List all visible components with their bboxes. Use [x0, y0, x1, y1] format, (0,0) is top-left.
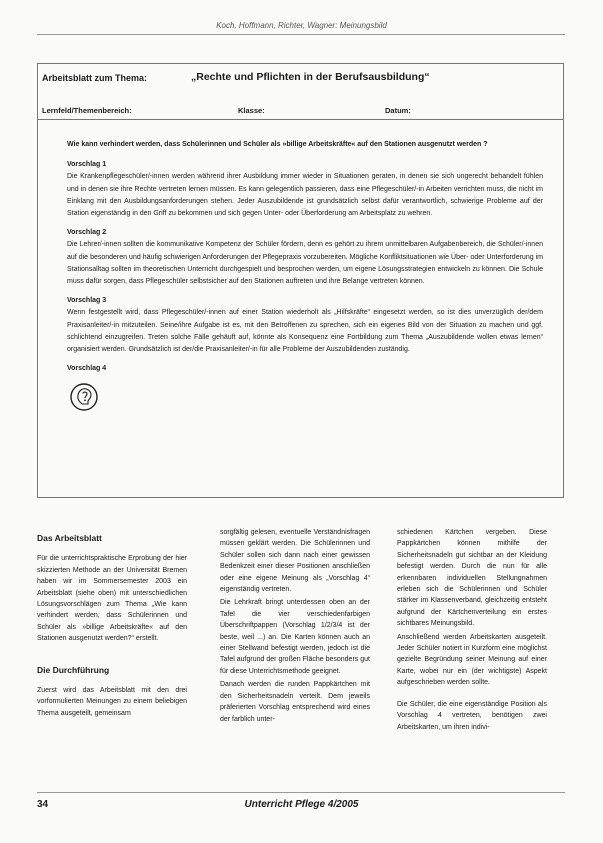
worksheet-title: „Rechte und Pflichten in der Berufsausbildung“	[191, 71, 430, 83]
article-paragraph: schiedenen Kärtchen vergeben. Diese Pappkärtchen können mithilfe der Sicherheitsnadeln gut sichtbar an der Kleidung befestigt werden. Durch die nun für alle erkennbaren individuellen Stellungnahmen erleben sich die Schülerinnen und Schüler stärker im Klassenverband, gleichzeitig entsteht aufgrund der Kärtchenverteilung ein erstes sichtbares Meinungsbild.	[397, 529, 547, 628]
field-klasse: Klasse:	[238, 106, 265, 115]
article-column-1	[37, 533, 187, 721]
proposal-2-text: Die Lehrer/-innen sollten die kommunikative Kompetenz der Schüler fördern, denn es gehört zu ihrem unmittelbaren Aufgabenbereich, die Schüler/-innen auf die besonderen und häufig schwierigen Anforderungen der Pflegepraxis vorzubereiten. Mögliche Konfliktsituationen wie Über- oder Unterforderung im Stationsalltag sollten im theoretischen Unterricht durchgespielt und besprochen werden, um eigene Lösungsstrategien entwickeln zu können. Die Schule muss dafür sorgen, dass Pflegeschüler selbstsicher auf den Stationen auftreten und ihre Belange vertreten können.	[67, 241, 543, 286]
journal-title: Unterricht Pflege 4/2005	[244, 799, 359, 810]
article-paragraph: Für die unterrichtspraktische Erprobung der hier skizzierten Methode an der Universität Bremen haben wir im Sommersemester 2003 ein Arbeitsblatt (siehe oben) mit unterschiedlichen Lösungsvorschlägen zum Thema „Wie kann verhindert werden, dass Schülerinnen und Schüler als »billige Arbeitskräfte« auf den Stationen ausgenutzt werden?“ erstellt.	[37, 555, 187, 643]
article-column-3	[397, 527, 547, 735]
section-heading-arbeitsblatt: Das Arbeitsblatt	[37, 533, 102, 543]
article-paragraph: Die Schüler, die eine eigenständige Position als Vorschlag 4 vertreten, benötigen zwei Arbeitskarten, um ihren indivi-	[397, 700, 547, 731]
worksheet-title-label: Arbeitsblatt zum Thema:	[42, 73, 148, 83]
article-paragraph: Zuerst wird das Arbeitsblatt mit den drei vorformulierten Meinungen zu einem beliebigen Thema ausgeteilt, gemeinsam	[37, 687, 187, 717]
footer-rule	[37, 792, 565, 793]
proposal-4-title: Vorschlag 4	[67, 365, 107, 373]
proposal-3-title: Vorschlag 3	[67, 297, 107, 305]
header-rule	[37, 34, 565, 35]
worksheet-rule	[38, 119, 563, 120]
article-paragraph: Danach werden die runden Pappkärtchen mit den Sicherheitsnadeln verteilt. Dem jeweils präferierten Vorschlag entsprechend wird eines der farblich unter-	[220, 681, 370, 723]
field-datum: Datum:	[385, 106, 411, 115]
page-number: 34	[37, 799, 49, 810]
worksheet-question: Wie kann verhindert werden, dass Schülerinnen und Schüler als »billige Arbeitskräfte« auf den Stationen ausgenutzt werden ?	[67, 141, 488, 148]
article-paragraph: sorgfältig gelesen, eventuelle Verständnisfragen müssen geklärt werden. Die Schülerinnen und Schüler sollen sich dann nach einer gewissen Bedenkzeit einer dieser Positionen anschließen oder eine eigene Meinung als „Vorschlag 4“ eigenständig vertreten.	[220, 529, 370, 594]
section-heading-durchfuehrung: Die Durchführung	[37, 664, 110, 675]
proposal-3-text: Wenn festgestellt wird, dass Pflegeschüler/-innen auf einer Station wiederholt als „Hilfskräfte“ eingesetzt werden, so ist dies unverzüglich der/dem Praxisanleiter/-in mitzuteilen. Seine/ihre Aufgabe ist es, mit den Betroffenen zu sprechen, sich ein eigenes Bild von der Situation zu machen und ggf. schlichtend einzugreifen. Treten solche Fälle gehäuft auf, könnte als Konsequenz eine Fortbildung zum Thema „Auszubildende wollen etwas lernen“ organisiert werden. Grundsätzlich ist der/die Praxisanleiter/-in für alle Probleme der Auszubildenden zuständig.	[67, 309, 543, 354]
article-paragraph: Die Lehrkraft bringt unterdessen oben an der Tafel die vier verschiedenfarbigen Überschriftpappen (Vorschlag 1/2/3/4 ist der beste, weil ...) an. Die Karten können auch an einer Stellwand befestigt werden, jedoch ist die Tafel aufgrund der großen Fläche besonders gut für diese Unterrichtsmethode geeignet.	[220, 599, 370, 675]
article-column-2	[220, 527, 370, 727]
article-paragraph: Anschließend werden Arbeitskarten ausgeteilt. Jeder Schüler notiert in Kurzform eine möglichst gezielte Begründung seiner Meinung auf einer Karte, wobei nur ein (der wichtigste) Aspekt aufgeschrieben werden sollte.	[397, 633, 547, 687]
proposal-1-title: Vorschlag 1	[67, 161, 107, 169]
running-header: Koch, Hoffmann, Richter, Wagner: Meinungsbild	[216, 21, 387, 30]
worksheet-body	[67, 139, 543, 412]
worksheet-box	[37, 63, 564, 498]
proposal-1-text: Die Krankenpflegeschüler/-innen werden während ihrer Ausbildung immer wieder in Situationen geraten, in denen sie sich ungerecht behandelt fühlen und in denen sie ihre Rechte vertreten lernen müssen. Es kann gelegentlich passieren, dass eine Pflegeschüler/-in Arbeiten verrichten muss, die nicht im Einklang mit den Ausbildungsanforderungen stehen. Jeder Auszubildende ist grundsätzlich selbst dafür verantwortlich, schwierige Probleme auf der Station eigenständig in den Griff zu bekommen und sich gegen Unter- oder Überforderung am Arbeitsplatz zu wehren.	[67, 173, 543, 218]
proposal-2-title: Vorschlag 2	[67, 229, 107, 237]
field-lernfeld: Lernfeld/Themenbereich:	[42, 106, 132, 115]
question-mark-head-icon	[69, 382, 99, 412]
